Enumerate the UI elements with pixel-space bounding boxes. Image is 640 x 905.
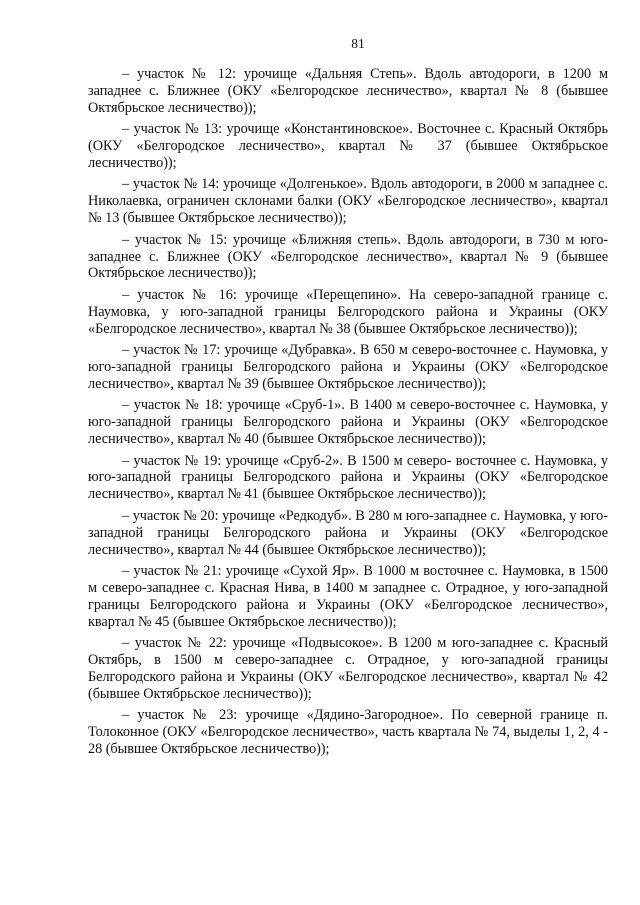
paragraph-plot-16: – участок № 16: урочище «Перещепино». На северо-западной границе с. Наумовка, у юго-западной границы Белгородского района и Украины (ОКУ «Белгородское лесничество», квартал № 38 (бывшее Октябрьское лесничество)); [88, 286, 608, 337]
page-number: 81 [351, 36, 365, 51]
paragraph-plot-14: – участок № 14: урочище «Долгенькое». Вдоль автодороги, в 2000 м западнее с. Николаевка, ограничен склонами балки (ОКУ «Белгородское лесничество», квартал № 13 (бывшее Октябрьское лесничество)); [88, 176, 608, 227]
paragraph-plot-12: – участок № 12: урочище «Дальняя Степь». Вдоль автодороги, в 1200 м западнее с. Ближнее (ОКУ «Белгородское лесничество», квартал № 8 (бывшее Октябрьское лесничество)); [88, 66, 608, 116]
paragraph-plot-20: – участок № 20: урочище «Редкодуб». В 280 м юго-западнее с. Наумовка, у юго-западной границы Белгородского района и Украины (ОКУ «Белгородское лесничество», квартал № 44 (бывшее Октябрьское лесничество)); [88, 507, 608, 558]
paragraph-plot-22: – участок № 22: урочище «Подвысокое». В 1200 м юго-западнее с. Красный Октябрь, в 1500 м северо-западнее с. Отрадное, у юго-западной границы Белгородского района и Украины (ОКУ «Белгородское лесничество», квартал № 42 (бывшее Октябрьское лесничество)); [88, 635, 608, 702]
paragraph-plot-17: – участок № 17: урочище «Дубравка». В 650 м северо-восточнее с. Наумовка, у юго-западной границы Белгородского района и Украины (ОКУ «Белгородское лесничество», квартал № 39 (бывшее Октябрьское лесничество)); [88, 342, 608, 392]
paragraph-plot-13: – участок № 13: урочище «Константиновское». Восточнее с. Красный Октябрь (ОКУ «Белгородское лесничество», квартал № 37 (бывшее Октябрьское лесничество)); [88, 121, 608, 172]
paragraph-plot-21: – участок № 21: урочище «Сухой Яр». В 1000 м восточнее с. Наумовка, в 1500 м северо-западнее с. Красная Нива, в 1400 м западнее с. Отрадное, у юго-западной границы Белгородского района и Украины (ОКУ «Белгородское лесничество», квартал № 45 (бывшее Октябрьское лесничество)); [88, 562, 608, 630]
paragraph-plot-23: – участок № 23: урочище «Дядино-Загородное». По северной границе п. Толоконное (ОКУ «Белгородское лесничество», часть квартала № 74, выделы 1, 2, 4 - 28 (бывшее Октябрьское лесничество)); [88, 707, 608, 758]
paragraph-plot-18: – участок № 18: урочище «Сруб-1». В 1400 м северо-восточнее с. Наумовка, у юго-западной границы Белгородского района и Украины (ОКУ «Белгородское лесничество», квартал № 40 (бывшее Октябрьское лесничество)); [88, 397, 608, 448]
paragraph-plot-19: – участок № 19: урочище «Сруб-2». В 1500 м северо- восточнее с. Наумовка, у юго-западной границы Белгородского района и Украины (ОКУ «Белгородское лесничество», квартал № 41 (бывшее Октябрьское лесничество)); [88, 452, 608, 503]
paragraph-plot-15: – участок № 15: урочище «Ближняя степь». Вдоль автодороги, в 730 м юго-западнее с. Ближнее (ОКУ «Белгородское лесничество», квартал № 9 (бывшее Октябрьское лесничество)); [88, 231, 608, 282]
